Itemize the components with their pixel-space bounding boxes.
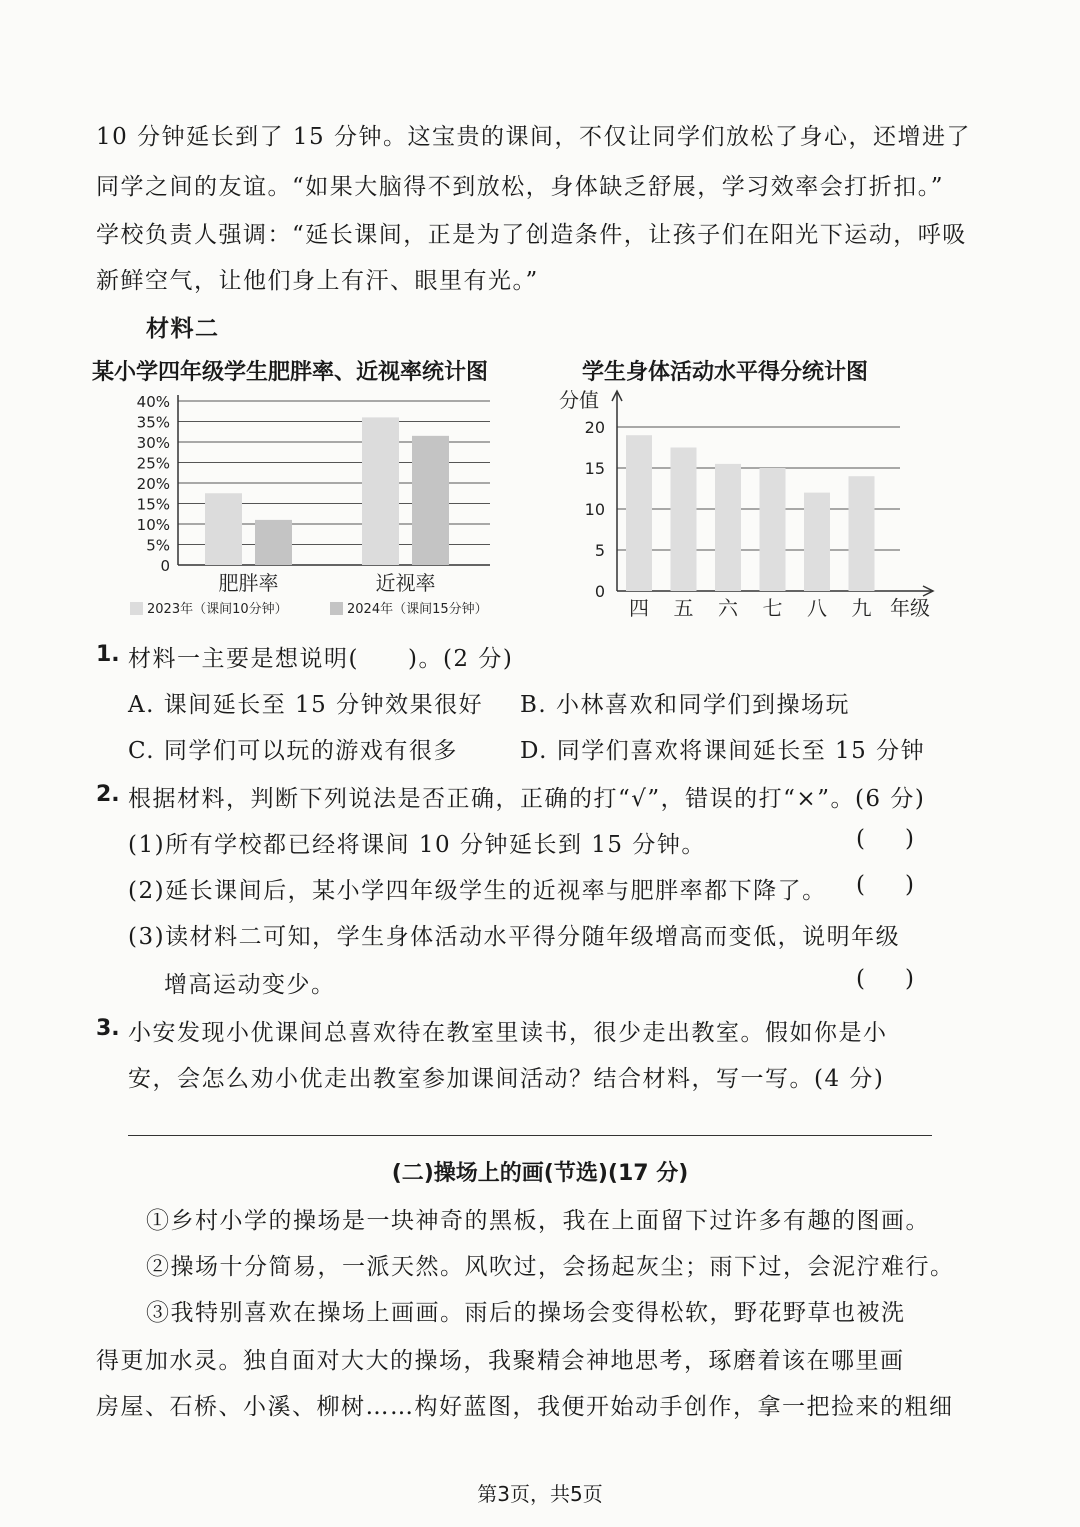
bar <box>255 520 292 565</box>
passage-line: ①乡村小学的操场是一块神奇的黑板，我在上面留下过许多有趣的图画。 <box>146 1208 930 1234</box>
chart1-title: 某小学四年级学生肥胖率、近视率统计图 <box>92 360 489 385</box>
q2-number: 2. <box>96 782 120 807</box>
x-category-label: 肥胖率 <box>218 571 279 595</box>
y-tick-label: 20 <box>584 418 605 437</box>
q3-number: 3. <box>96 1016 120 1041</box>
x-category-label: 四 <box>629 596 649 620</box>
answer-blank[interactable]: () <box>856 872 954 898</box>
bar <box>412 436 449 565</box>
y-tick-label: 0 <box>160 557 170 575</box>
y-tick-label: 15 <box>584 459 605 478</box>
x-category-label: 六 <box>718 596 738 620</box>
x-axis-label: 年级 <box>890 596 930 620</box>
bar <box>849 476 875 591</box>
page-footer: 第3页，共5页 <box>477 1482 603 1506</box>
x-category-label: 八 <box>807 596 827 620</box>
y-tick-label: 20% <box>136 475 170 493</box>
q1-option-a: A. 课间延长至 15 分钟效果很好 <box>128 692 484 718</box>
q1-option-c: C. 同学们可以玩的游戏有很多 <box>128 738 458 764</box>
passage-line: ②操场十分简易，一派天然。风吹过，会扬起灰尘；雨下过，会泥泞难行。 <box>146 1254 955 1280</box>
legend-label: 2023年（课间10分钟） <box>147 602 288 617</box>
section2-title: (二)操场上的画(节选)(17 分) <box>391 1161 689 1186</box>
passage-line: 得更加水灵。独自面对大大的操场，我聚精会神地思考，琢磨着该在哪里画 <box>96 1348 905 1374</box>
q2-item-3-cont: 增高运动变少。 <box>164 972 336 998</box>
text-line: 新鲜空气，让他们身上有汗、眼里有光。” <box>96 268 539 294</box>
y-tick-label: 5% <box>146 536 170 555</box>
activity-score-chart <box>555 385 955 630</box>
x-category-label: 近视率 <box>375 571 436 595</box>
y-tick-label: 5 <box>594 541 605 560</box>
bar <box>760 468 786 591</box>
bar <box>715 464 741 591</box>
bar <box>626 435 652 591</box>
section-divider <box>128 1135 932 1136</box>
answer-blank[interactable]: () <box>856 966 954 992</box>
text-line: 同学之间的友谊。“如果大脑得不到放松，身体缺乏舒展，学习效率会打折扣。” <box>96 174 945 200</box>
q2-item-3: (3)读材料二可知，学生身体活动水平得分随年级增高而变低，说明年级 <box>128 924 901 950</box>
q1-option-b: B. 小林喜欢和同学们到操场玩 <box>520 692 851 718</box>
y-tick-label: 35% <box>136 413 170 432</box>
obesity-myopia-chart <box>90 385 550 630</box>
material2-label: 材料二 <box>146 316 220 342</box>
y-tick-label: 15% <box>136 495 170 514</box>
q3-line: 小安发现小优课间总喜欢待在教室里读书，很少走出教室。假如你是小 <box>128 1020 888 1046</box>
y-tick-label: 40% <box>136 393 170 411</box>
q2-item-1: (1)所有学校都已经将课间 10 分钟延长到 15 分钟。 <box>128 832 706 858</box>
q1-stem: 材料一主要是想说明( )。(2 分) <box>128 646 514 672</box>
legend-swatch <box>330 602 343 615</box>
q3-line: 安，会怎么劝小优走出教室参加课间活动？结合材料，写一写。(4 分) <box>128 1066 885 1092</box>
legend-label: 2024年（课间15分钟） <box>347 602 488 617</box>
y-tick-label: 0 <box>594 582 605 601</box>
bar <box>804 493 830 591</box>
passage-line: ③我特别喜欢在操场上画画。雨后的操场会变得松软，野花野草也被洗 <box>146 1300 906 1326</box>
y-tick-label: 10% <box>136 516 170 534</box>
q1-number: 1. <box>96 642 120 667</box>
y-tick-label: 30% <box>136 434 170 452</box>
answer-blank[interactable]: () <box>856 826 954 852</box>
x-category-label: 五 <box>673 596 694 620</box>
text-line: 学校负责人强调：“延长课间，正是为了创造条件，让孩子们在阳光下运动，呼吸 <box>96 222 967 248</box>
bar <box>205 493 242 565</box>
bar <box>671 448 697 592</box>
text-line: 10 分钟延长到了 15 分钟。这宝贵的课间，不仅让同学们放松了身心，还增进了 <box>96 124 971 150</box>
chart2-title: 学生身体活动水平得分统计图 <box>582 360 869 385</box>
q1-option-d: D. 同学们喜欢将课间延长至 15 分钟 <box>520 738 926 764</box>
y-tick-label: 10 <box>584 500 605 519</box>
passage-line: 房屋、石桥、小溪、柳树……构好蓝图，我便开始动手创作，拿一把捡来的粗细 <box>96 1394 954 1420</box>
x-category-label: 九 <box>851 596 872 620</box>
y-tick-label: 25% <box>136 454 170 473</box>
x-category-label: 七 <box>762 596 783 620</box>
bar <box>362 417 399 565</box>
q2-stem: 根据材料，判断下列说法是否正确，正确的打“√”，错误的打“×”。(6 分) <box>128 786 926 812</box>
q2-item-2: (2)延长课间后，某小学四年级学生的近视率与肥胖率都下降了。 <box>128 878 827 904</box>
legend-swatch <box>130 602 143 615</box>
y-axis-label: 分值 <box>559 388 599 412</box>
